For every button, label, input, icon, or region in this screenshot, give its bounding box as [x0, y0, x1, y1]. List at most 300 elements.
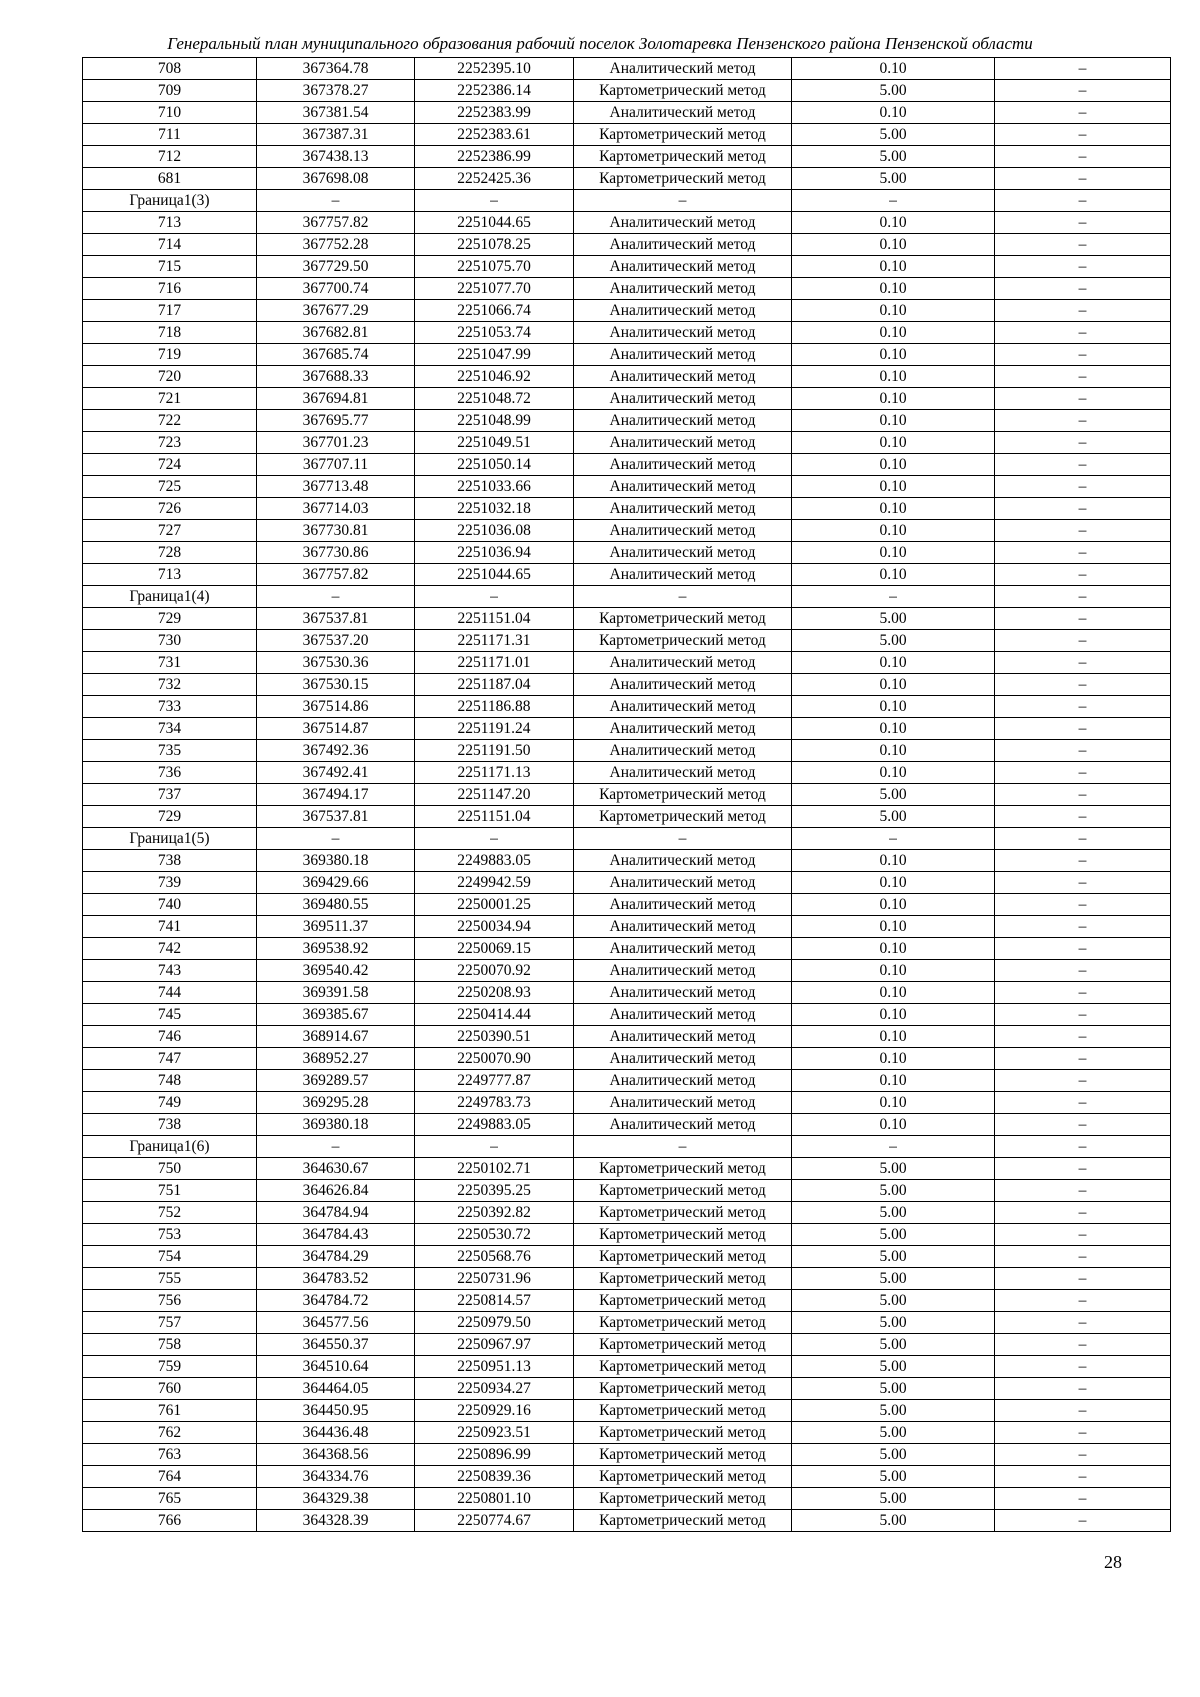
- method-cell: Аналитический метод: [574, 718, 792, 740]
- point-number-cell: 713: [83, 564, 257, 586]
- description-cell: –: [995, 1510, 1171, 1532]
- x-coordinate-cell: 364328.39: [257, 1510, 415, 1532]
- y-coordinate-cell: 2251078.25: [415, 234, 574, 256]
- method-cell: Картометрический метод: [574, 1356, 792, 1378]
- table-row: [83, 1356, 1171, 1378]
- accuracy-cell: 5.00: [792, 1290, 995, 1312]
- accuracy-cell: 5.00: [792, 630, 995, 652]
- method-cell: Картометрический метод: [574, 1268, 792, 1290]
- accuracy-cell: 5.00: [792, 1356, 995, 1378]
- y-coordinate-cell: 2250070.92: [415, 960, 574, 982]
- y-coordinate-cell: 2251151.04: [415, 608, 574, 630]
- method-cell: –: [574, 190, 792, 212]
- description-cell: –: [995, 256, 1171, 278]
- point-number-cell: 736: [83, 762, 257, 784]
- accuracy-cell: 0.10: [792, 388, 995, 410]
- accuracy-cell: 5.00: [792, 1334, 995, 1356]
- x-coordinate-cell: 367492.41: [257, 762, 415, 784]
- y-coordinate-cell: 2251036.08: [415, 520, 574, 542]
- x-coordinate-cell: 367537.81: [257, 806, 415, 828]
- y-coordinate-cell: 2250208.93: [415, 982, 574, 1004]
- point-number-cell: 763: [83, 1444, 257, 1466]
- point-number-cell: 754: [83, 1246, 257, 1268]
- x-coordinate-cell: 364450.95: [257, 1400, 415, 1422]
- table-row: [83, 410, 1171, 432]
- description-cell: –: [995, 1312, 1171, 1334]
- method-cell: Аналитический метод: [574, 300, 792, 322]
- x-coordinate-cell: 368914.67: [257, 1026, 415, 1048]
- method-cell: Картометрический метод: [574, 1312, 792, 1334]
- description-cell: –: [995, 564, 1171, 586]
- accuracy-cell: 0.10: [792, 894, 995, 916]
- description-cell: –: [995, 1070, 1171, 1092]
- accuracy-cell: 0.10: [792, 300, 995, 322]
- accuracy-cell: 0.10: [792, 520, 995, 542]
- accuracy-cell: –: [792, 586, 995, 608]
- table-row: [83, 608, 1171, 630]
- accuracy-cell: 0.10: [792, 1114, 995, 1136]
- point-number-cell: 720: [83, 366, 257, 388]
- table-row: [83, 1048, 1171, 1070]
- method-cell: Картометрический метод: [574, 1466, 792, 1488]
- table-row: [83, 1290, 1171, 1312]
- y-coordinate-cell: 2251036.94: [415, 542, 574, 564]
- accuracy-cell: 0.10: [792, 916, 995, 938]
- method-cell: Картометрический метод: [574, 1224, 792, 1246]
- description-cell: –: [995, 718, 1171, 740]
- y-coordinate-cell: 2250814.57: [415, 1290, 574, 1312]
- point-number-cell: 728: [83, 542, 257, 564]
- y-coordinate-cell: 2249777.87: [415, 1070, 574, 1092]
- description-cell: –: [995, 300, 1171, 322]
- method-cell: Картометрический метод: [574, 1378, 792, 1400]
- accuracy-cell: 0.10: [792, 366, 995, 388]
- accuracy-cell: 0.10: [792, 674, 995, 696]
- table-row: [83, 388, 1171, 410]
- description-cell: –: [995, 80, 1171, 102]
- document-header: Генеральный план муниципального образования рабочий поселок Золотаревка Пензенского района Пензенской области: [167, 34, 1033, 53]
- method-cell: Аналитический метод: [574, 256, 792, 278]
- accuracy-cell: 5.00: [792, 1268, 995, 1290]
- description-cell: –: [995, 762, 1171, 784]
- x-coordinate-cell: 367492.36: [257, 740, 415, 762]
- description-cell: –: [995, 894, 1171, 916]
- x-coordinate-cell: 367752.28: [257, 234, 415, 256]
- accuracy-cell: 5.00: [792, 1312, 995, 1334]
- point-number-cell: Граница1(5): [83, 828, 257, 850]
- point-number-cell: 749: [83, 1092, 257, 1114]
- method-cell: Картометрический метод: [574, 806, 792, 828]
- x-coordinate-cell: 367494.17: [257, 784, 415, 806]
- accuracy-cell: 0.10: [792, 476, 995, 498]
- description-cell: –: [995, 542, 1171, 564]
- table-row: [83, 1092, 1171, 1114]
- table-row: [83, 696, 1171, 718]
- accuracy-cell: 5.00: [792, 1444, 995, 1466]
- point-number-cell: 739: [83, 872, 257, 894]
- point-number-cell: 738: [83, 1114, 257, 1136]
- accuracy-cell: –: [792, 828, 995, 850]
- point-number-cell: 741: [83, 916, 257, 938]
- x-coordinate-cell: 367713.48: [257, 476, 415, 498]
- y-coordinate-cell: 2250568.76: [415, 1246, 574, 1268]
- y-coordinate-cell: 2251171.31: [415, 630, 574, 652]
- y-coordinate-cell: 2250774.67: [415, 1510, 574, 1532]
- y-coordinate-cell: 2250951.13: [415, 1356, 574, 1378]
- description-cell: –: [995, 828, 1171, 850]
- x-coordinate-cell: 364626.84: [257, 1180, 415, 1202]
- x-coordinate-cell: 367364.78: [257, 58, 415, 80]
- description-cell: –: [995, 366, 1171, 388]
- table-row: [83, 1444, 1171, 1466]
- x-coordinate-cell: 364784.43: [257, 1224, 415, 1246]
- table-row: [83, 234, 1171, 256]
- point-number-cell: 709: [83, 80, 257, 102]
- method-cell: Аналитический метод: [574, 476, 792, 498]
- point-number-cell: 716: [83, 278, 257, 300]
- y-coordinate-cell: 2251047.99: [415, 344, 574, 366]
- table-row: [83, 806, 1171, 828]
- point-number-cell: Граница1(6): [83, 1136, 257, 1158]
- y-coordinate-cell: 2250896.99: [415, 1444, 574, 1466]
- method-cell: Картометрический метод: [574, 630, 792, 652]
- table-row: [83, 1202, 1171, 1224]
- accuracy-cell: 0.10: [792, 256, 995, 278]
- method-cell: Аналитический метод: [574, 762, 792, 784]
- method-cell: Аналитический метод: [574, 454, 792, 476]
- accuracy-cell: 5.00: [792, 146, 995, 168]
- method-cell: Аналитический метод: [574, 410, 792, 432]
- x-coordinate-cell: 369511.37: [257, 916, 415, 938]
- description-cell: –: [995, 806, 1171, 828]
- coordinates-table-body: [83, 58, 1171, 1532]
- table-row: [83, 1026, 1171, 1048]
- x-coordinate-cell: 367757.82: [257, 564, 415, 586]
- point-number-cell: 766: [83, 1510, 257, 1532]
- point-number-cell: 738: [83, 850, 257, 872]
- method-cell: Аналитический метод: [574, 278, 792, 300]
- y-coordinate-cell: 2251049.51: [415, 432, 574, 454]
- y-coordinate-cell: 2249783.73: [415, 1092, 574, 1114]
- description-cell: –: [995, 190, 1171, 212]
- description-cell: –: [995, 1290, 1171, 1312]
- accuracy-cell: 5.00: [792, 1246, 995, 1268]
- boundary-section-row: [83, 586, 1171, 608]
- table-row: [83, 960, 1171, 982]
- accuracy-cell: 0.10: [792, 410, 995, 432]
- point-number-cell: Граница1(4): [83, 586, 257, 608]
- point-number-cell: 755: [83, 1268, 257, 1290]
- y-coordinate-cell: 2251033.66: [415, 476, 574, 498]
- description-cell: –: [995, 388, 1171, 410]
- point-number-cell: 724: [83, 454, 257, 476]
- y-coordinate-cell: 2251032.18: [415, 498, 574, 520]
- table-row: [83, 1510, 1171, 1532]
- y-coordinate-cell: 2251151.04: [415, 806, 574, 828]
- description-cell: –: [995, 1246, 1171, 1268]
- y-coordinate-cell: 2250801.10: [415, 1488, 574, 1510]
- point-number-cell: 718: [83, 322, 257, 344]
- x-coordinate-cell: 367714.03: [257, 498, 415, 520]
- accuracy-cell: –: [792, 1136, 995, 1158]
- accuracy-cell: 5.00: [792, 1378, 995, 1400]
- table-row: [83, 1224, 1171, 1246]
- method-cell: Аналитический метод: [574, 1114, 792, 1136]
- method-cell: Аналитический метод: [574, 652, 792, 674]
- y-coordinate-cell: 2250731.96: [415, 1268, 574, 1290]
- x-coordinate-cell: –: [257, 190, 415, 212]
- x-coordinate-cell: 364630.67: [257, 1158, 415, 1180]
- method-cell: –: [574, 1136, 792, 1158]
- table-row: [83, 1158, 1171, 1180]
- x-coordinate-cell: 367387.31: [257, 124, 415, 146]
- x-coordinate-cell: 369540.42: [257, 960, 415, 982]
- accuracy-cell: 0.10: [792, 1092, 995, 1114]
- accuracy-cell: 5.00: [792, 1224, 995, 1246]
- coordinates-table: [82, 57, 1171, 1532]
- accuracy-cell: 5.00: [792, 1202, 995, 1224]
- x-coordinate-cell: 369380.18: [257, 1114, 415, 1136]
- y-coordinate-cell: 2252383.61: [415, 124, 574, 146]
- point-number-cell: 713: [83, 212, 257, 234]
- y-coordinate-cell: 2251187.04: [415, 674, 574, 696]
- y-coordinate-cell: 2251171.01: [415, 652, 574, 674]
- x-coordinate-cell: 364368.56: [257, 1444, 415, 1466]
- method-cell: Аналитический метод: [574, 938, 792, 960]
- description-cell: –: [995, 1444, 1171, 1466]
- accuracy-cell: –: [792, 190, 995, 212]
- table-row: [83, 168, 1171, 190]
- description-cell: –: [995, 1136, 1171, 1158]
- description-cell: –: [995, 1400, 1171, 1422]
- table-row: [83, 894, 1171, 916]
- table-row: [83, 850, 1171, 872]
- accuracy-cell: 0.10: [792, 1004, 995, 1026]
- x-coordinate-cell: 369295.28: [257, 1092, 415, 1114]
- description-cell: –: [995, 58, 1171, 80]
- y-coordinate-cell: 2252386.14: [415, 80, 574, 102]
- method-cell: Картометрический метод: [574, 1202, 792, 1224]
- y-coordinate-cell: 2250530.72: [415, 1224, 574, 1246]
- method-cell: Картометрический метод: [574, 1334, 792, 1356]
- table-row: [83, 1422, 1171, 1444]
- point-number-cell: 761: [83, 1400, 257, 1422]
- x-coordinate-cell: 369429.66: [257, 872, 415, 894]
- table-row: [83, 212, 1171, 234]
- accuracy-cell: 0.10: [792, 1070, 995, 1092]
- table-row: [83, 1334, 1171, 1356]
- description-cell: –: [995, 476, 1171, 498]
- point-number-cell: 717: [83, 300, 257, 322]
- y-coordinate-cell: 2251171.13: [415, 762, 574, 784]
- x-coordinate-cell: 367730.81: [257, 520, 415, 542]
- x-coordinate-cell: 368952.27: [257, 1048, 415, 1070]
- table-row: [83, 256, 1171, 278]
- method-cell: Аналитический метод: [574, 542, 792, 564]
- description-cell: –: [995, 1158, 1171, 1180]
- point-number-cell: 729: [83, 806, 257, 828]
- point-number-cell: 723: [83, 432, 257, 454]
- method-cell: –: [574, 828, 792, 850]
- y-coordinate-cell: 2251147.20: [415, 784, 574, 806]
- description-cell: –: [995, 630, 1171, 652]
- point-number-cell: 734: [83, 718, 257, 740]
- description-cell: –: [995, 432, 1171, 454]
- method-cell: Аналитический метод: [574, 366, 792, 388]
- point-number-cell: 756: [83, 1290, 257, 1312]
- description-cell: –: [995, 1378, 1171, 1400]
- accuracy-cell: 5.00: [792, 80, 995, 102]
- y-coordinate-cell: 2249942.59: [415, 872, 574, 894]
- method-cell: Аналитический метод: [574, 982, 792, 1004]
- description-cell: –: [995, 124, 1171, 146]
- y-coordinate-cell: 2250979.50: [415, 1312, 574, 1334]
- y-coordinate-cell: 2250934.27: [415, 1378, 574, 1400]
- accuracy-cell: 0.10: [792, 322, 995, 344]
- accuracy-cell: 5.00: [792, 1158, 995, 1180]
- x-coordinate-cell: 367700.74: [257, 278, 415, 300]
- point-number-cell: 745: [83, 1004, 257, 1026]
- description-cell: –: [995, 322, 1171, 344]
- y-coordinate-cell: –: [415, 1136, 574, 1158]
- y-coordinate-cell: –: [415, 190, 574, 212]
- method-cell: Аналитический метод: [574, 960, 792, 982]
- method-cell: Картометрический метод: [574, 608, 792, 630]
- x-coordinate-cell: 369538.92: [257, 938, 415, 960]
- table-row: [83, 1180, 1171, 1202]
- description-cell: –: [995, 586, 1171, 608]
- point-number-cell: 757: [83, 1312, 257, 1334]
- description-cell: –: [995, 740, 1171, 762]
- accuracy-cell: 0.10: [792, 718, 995, 740]
- method-cell: Аналитический метод: [574, 520, 792, 542]
- description-cell: –: [995, 1114, 1171, 1136]
- point-number-cell: Граница1(3): [83, 190, 257, 212]
- point-number-cell: 732: [83, 674, 257, 696]
- point-number-cell: 714: [83, 234, 257, 256]
- y-coordinate-cell: 2250102.71: [415, 1158, 574, 1180]
- table-row: [83, 652, 1171, 674]
- x-coordinate-cell: 369480.55: [257, 894, 415, 916]
- accuracy-cell: 5.00: [792, 784, 995, 806]
- x-coordinate-cell: 369385.67: [257, 1004, 415, 1026]
- description-cell: –: [995, 1004, 1171, 1026]
- accuracy-cell: 0.10: [792, 652, 995, 674]
- method-cell: Картометрический метод: [574, 1180, 792, 1202]
- point-number-cell: 735: [83, 740, 257, 762]
- table-row: [83, 454, 1171, 476]
- point-number-cell: 760: [83, 1378, 257, 1400]
- description-cell: –: [995, 1180, 1171, 1202]
- point-number-cell: 740: [83, 894, 257, 916]
- table-row: [83, 542, 1171, 564]
- table-row: [83, 278, 1171, 300]
- table-row: [83, 1400, 1171, 1422]
- x-coordinate-cell: 367694.81: [257, 388, 415, 410]
- description-cell: –: [995, 520, 1171, 542]
- method-cell: –: [574, 586, 792, 608]
- y-coordinate-cell: 2250001.25: [415, 894, 574, 916]
- table-row: [83, 982, 1171, 1004]
- y-coordinate-cell: 2251191.50: [415, 740, 574, 762]
- point-number-cell: 750: [83, 1158, 257, 1180]
- table-row: [83, 344, 1171, 366]
- y-coordinate-cell: 2250923.51: [415, 1422, 574, 1444]
- accuracy-cell: 5.00: [792, 1466, 995, 1488]
- point-number-cell: 719: [83, 344, 257, 366]
- x-coordinate-cell: 369391.58: [257, 982, 415, 1004]
- point-number-cell: 759: [83, 1356, 257, 1378]
- description-cell: –: [995, 1224, 1171, 1246]
- point-number-cell: 730: [83, 630, 257, 652]
- table-row: [83, 102, 1171, 124]
- point-number-cell: 748: [83, 1070, 257, 1092]
- table-row: [83, 498, 1171, 520]
- description-cell: –: [995, 1268, 1171, 1290]
- x-coordinate-cell: 364577.56: [257, 1312, 415, 1334]
- method-cell: Картометрический метод: [574, 1158, 792, 1180]
- accuracy-cell: 0.10: [792, 740, 995, 762]
- description-cell: –: [995, 608, 1171, 630]
- point-number-cell: 744: [83, 982, 257, 1004]
- method-cell: Аналитический метод: [574, 740, 792, 762]
- method-cell: Картометрический метод: [574, 1422, 792, 1444]
- method-cell: Аналитический метод: [574, 674, 792, 696]
- description-cell: –: [995, 938, 1171, 960]
- y-coordinate-cell: 2252383.99: [415, 102, 574, 124]
- description-cell: –: [995, 1092, 1171, 1114]
- y-coordinate-cell: 2252395.10: [415, 58, 574, 80]
- table-row: [83, 1488, 1171, 1510]
- table-row: [83, 322, 1171, 344]
- point-number-cell: 726: [83, 498, 257, 520]
- x-coordinate-cell: 367707.11: [257, 454, 415, 476]
- boundary-section-row: [83, 828, 1171, 850]
- x-coordinate-cell: 367381.54: [257, 102, 415, 124]
- description-cell: –: [995, 696, 1171, 718]
- y-coordinate-cell: 2250929.16: [415, 1400, 574, 1422]
- y-coordinate-cell: 2251044.65: [415, 212, 574, 234]
- y-coordinate-cell: 2250069.15: [415, 938, 574, 960]
- y-coordinate-cell: 2251046.92: [415, 366, 574, 388]
- table-row: [83, 1466, 1171, 1488]
- point-number-cell: 747: [83, 1048, 257, 1070]
- table-row: [83, 1378, 1171, 1400]
- table-row: [83, 1246, 1171, 1268]
- x-coordinate-cell: 367378.27: [257, 80, 415, 102]
- description-cell: –: [995, 1466, 1171, 1488]
- method-cell: Картометрический метод: [574, 1488, 792, 1510]
- method-cell: Аналитический метод: [574, 1004, 792, 1026]
- y-coordinate-cell: 2250395.25: [415, 1180, 574, 1202]
- point-number-cell: 762: [83, 1422, 257, 1444]
- table-row: [83, 1004, 1171, 1026]
- x-coordinate-cell: 367730.86: [257, 542, 415, 564]
- x-coordinate-cell: 367682.81: [257, 322, 415, 344]
- method-cell: Картометрический метод: [574, 1290, 792, 1312]
- x-coordinate-cell: 364550.37: [257, 1334, 415, 1356]
- x-coordinate-cell: 367438.13: [257, 146, 415, 168]
- method-cell: Картометрический метод: [574, 146, 792, 168]
- x-coordinate-cell: 367537.81: [257, 608, 415, 630]
- point-number-cell: 725: [83, 476, 257, 498]
- description-cell: –: [995, 1026, 1171, 1048]
- y-coordinate-cell: 2251186.88: [415, 696, 574, 718]
- x-coordinate-cell: 367695.77: [257, 410, 415, 432]
- method-cell: Картометрический метод: [574, 1400, 792, 1422]
- x-coordinate-cell: –: [257, 586, 415, 608]
- x-coordinate-cell: 364436.48: [257, 1422, 415, 1444]
